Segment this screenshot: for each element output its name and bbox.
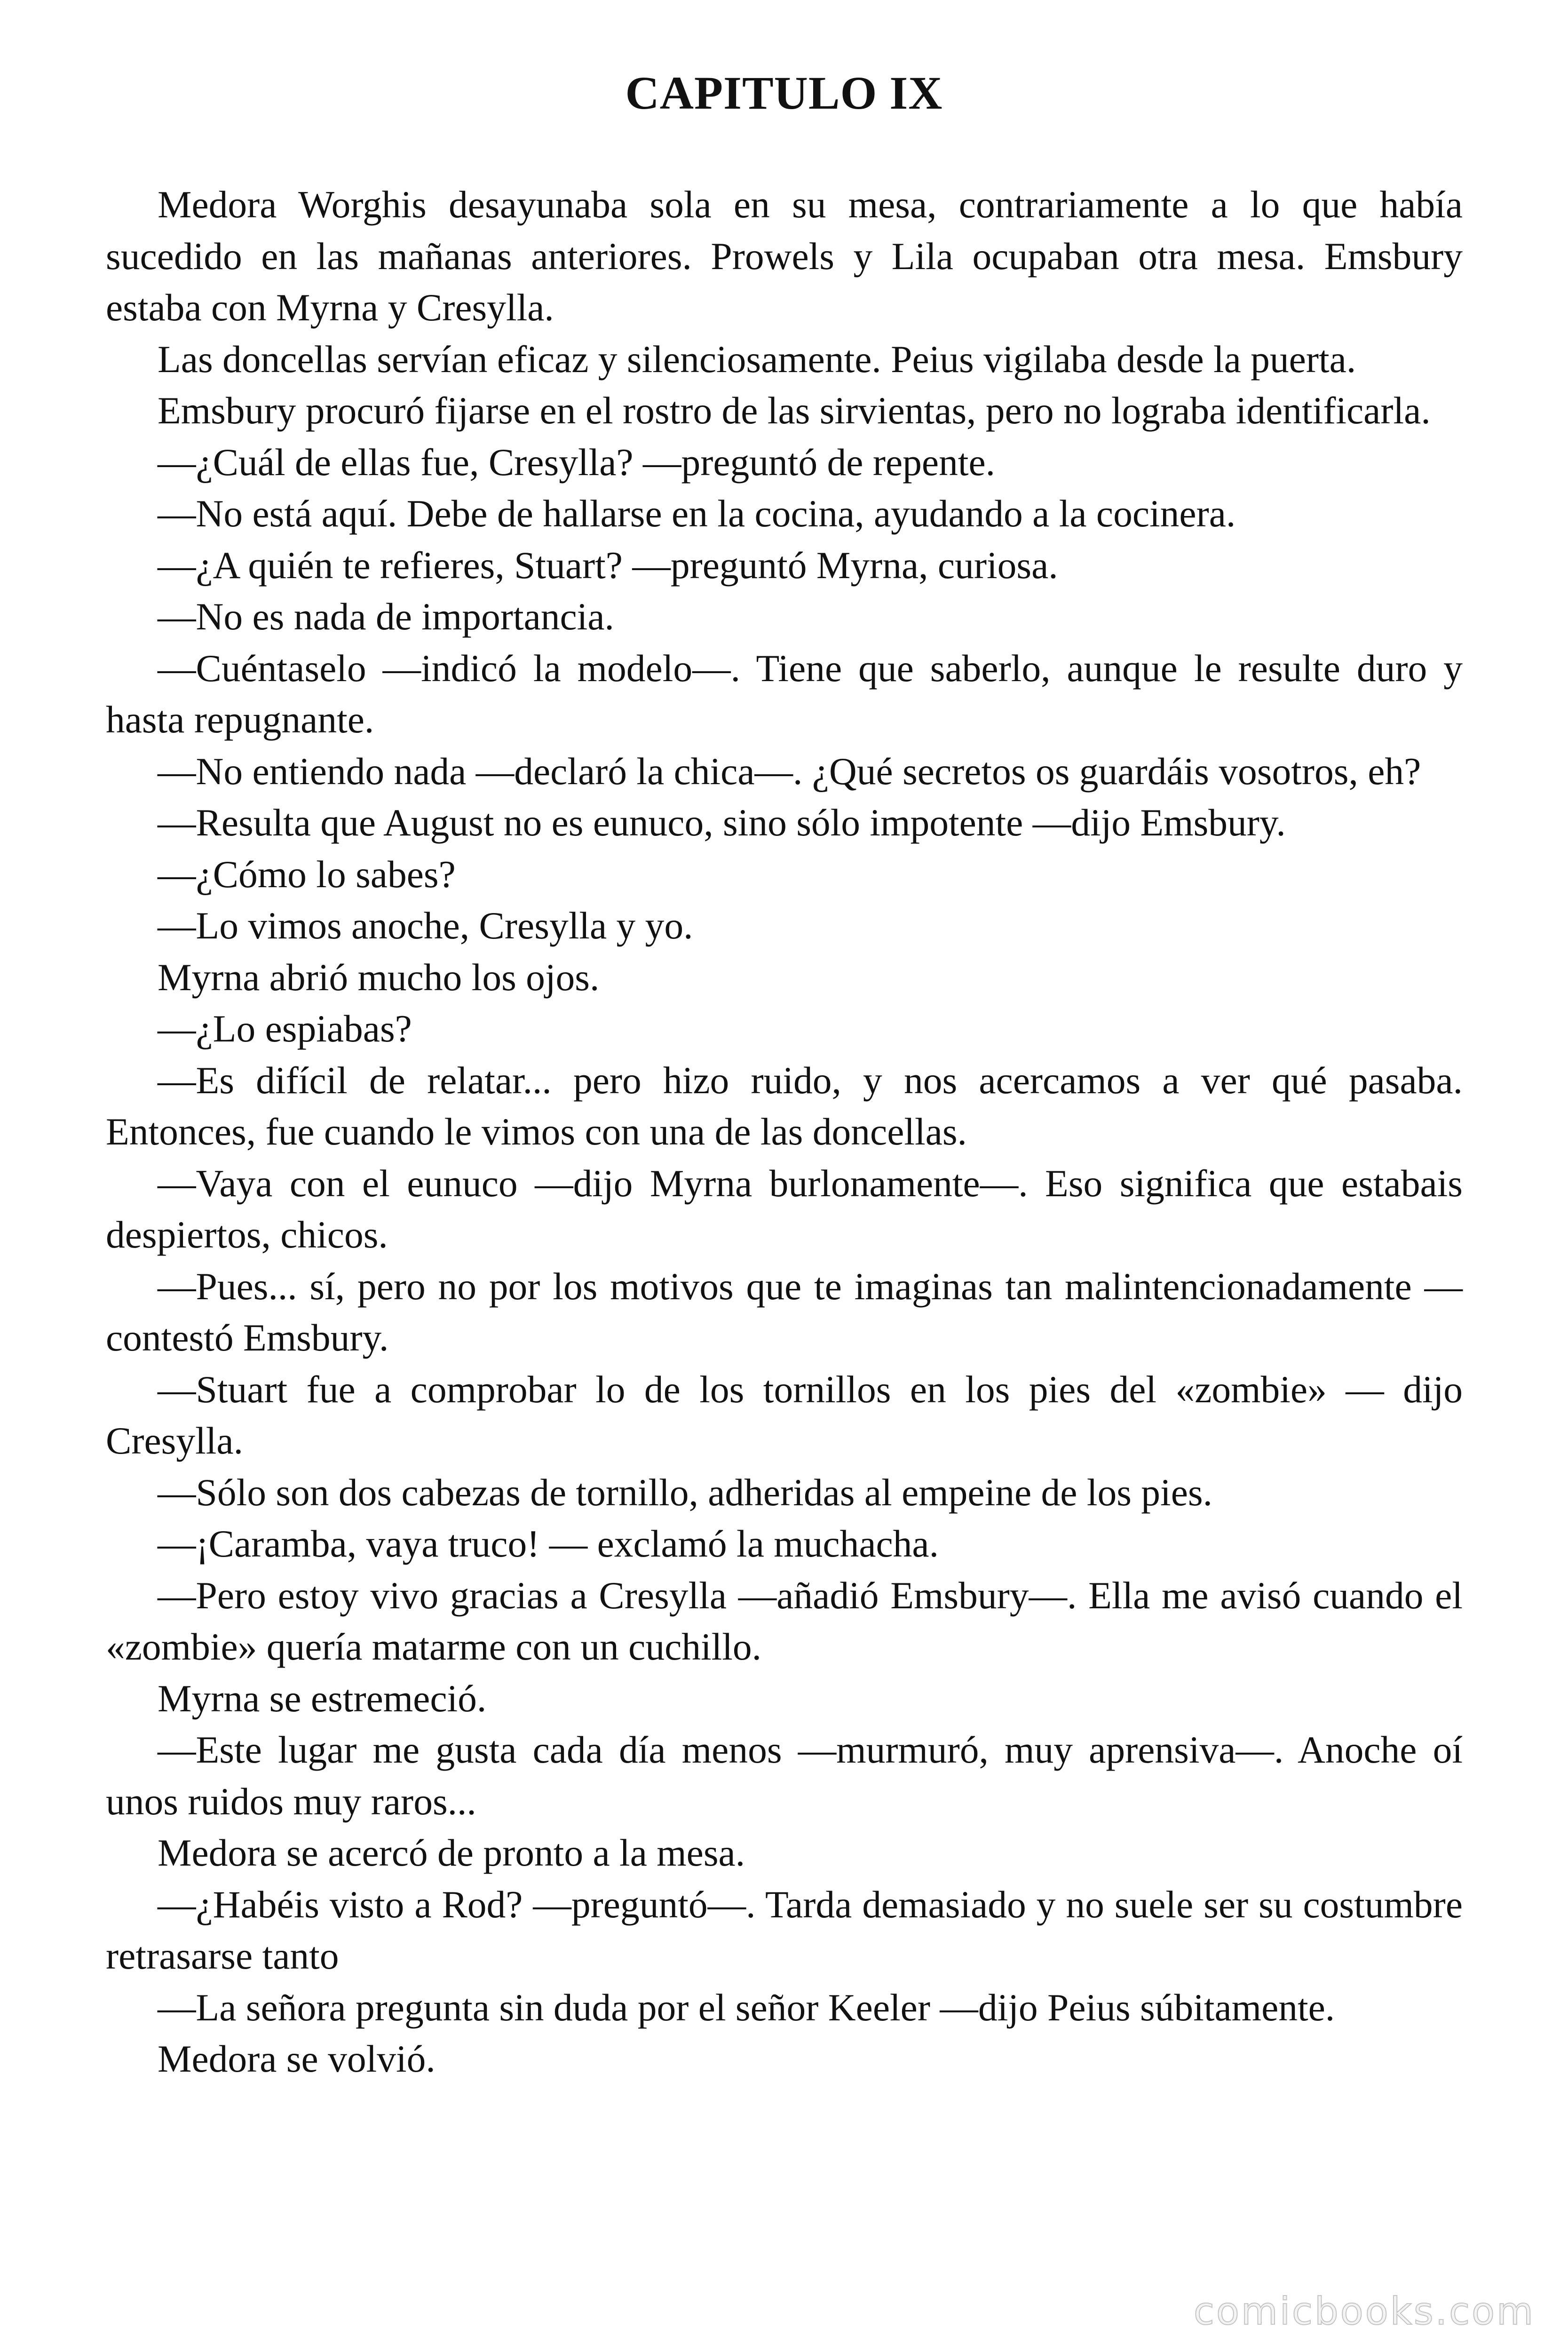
- watermark: comicbooks.com: [1193, 2289, 1535, 2333]
- paragraph: Las doncellas servían eficaz y silenciosamente. Peius vigilaba desde la puerta.: [158, 337, 1356, 381]
- paragraph: —¿Habéis visto a Rod? —preguntó—. Tarda demasiado y no suele ser su costumbre retrasarse tanto: [106, 1883, 1463, 1977]
- paragraph: —Es difícil de relatar... pero hizo ruido, y nos acercamos a ver qué pasaba. Entonces, fue cuando le vimos con una de las doncellas.: [106, 1058, 1463, 1153]
- chapter-title: CAPITULO IX: [625, 67, 943, 119]
- paragraph: —¿Cómo lo sabes?: [158, 852, 456, 896]
- paragraph: —Resulta que August no es eunuco, sino sólo impotente —dijo Emsbury.: [158, 801, 1286, 844]
- paragraph: Medora se acercó de pronto a la mesa.: [158, 1831, 745, 1874]
- chapter-body: [106, 179, 1463, 2085]
- paragraph: Myrna abrió mucho los ojos.: [158, 955, 600, 999]
- paragraph: —Vaya con el eunuco —dijo Myrna burlonamente—. Eso significa que estabais despiertos, chicos.: [106, 1161, 1463, 1256]
- paragraph: —Pero estoy vivo gracias a Cresylla —añadió Emsbury—. Ella me avisó cuando el «zombie» quería matarme con un cuchillo.: [106, 1573, 1463, 1668]
- paragraph: Emsbury procuró fijarse en el rostro de las sirvientas, pero no lograba identificarla.: [158, 389, 1431, 432]
- paragraph: —¿Cuál de ellas fue, Cresylla? —preguntó de repente.: [158, 440, 996, 484]
- paragraph: —¿Lo espiabas?: [158, 1007, 412, 1050]
- paragraph: —No es nada de importancia.: [158, 595, 614, 638]
- paragraph: Myrna se estremeció.: [158, 1677, 487, 1720]
- paragraph: —Lo vimos anoche, Cresylla y yo.: [158, 904, 693, 947]
- paragraph: —Pues... sí, pero no por los motivos que te imaginas tan malintencionadamente —contestó Emsbury.: [106, 1264, 1463, 1359]
- paragraph: Medora Worghis desayunaba sola en su mesa, contrariamente a lo que había sucedido en las mañanas anteriores. Prowels y Lila ocupaban otra mesa. Emsbury estaba con Myrna y Cresylla.: [106, 183, 1463, 329]
- paragraph: —¿A quién te refieres, Stuart? —preguntó Myrna, curiosa.: [158, 543, 1058, 587]
- paragraph: —No entiendo nada —declaró la chica—. ¿Qué secretos os guardáis vosotros, eh?: [158, 749, 1421, 793]
- paragraph: —Cuéntaselo —indicó la modelo—. Tiene que saberlo, aunque le resulte duro y hasta repugnante.: [106, 646, 1463, 741]
- paragraph: Medora se volvió.: [158, 2037, 436, 2080]
- paragraph: —La señora pregunta sin duda por el señor Keeler —dijo Peius súbitamente.: [158, 1986, 1335, 2029]
- paragraph: —Stuart fue a comprobar lo de los tornillos en los pies del «zombie» — dijo Cresylla.: [106, 1367, 1463, 1462]
- paragraph: —Sólo son dos cabezas de tornillo, adheridas al empeine de los pies.: [158, 1470, 1212, 1514]
- paragraph: —Este lugar me gusta cada día menos —murmuró, muy aprensiva—. Anoche oí unos ruidos muy raros...: [106, 1728, 1463, 1823]
- paragraph: —No está aquí. Debe de hallarse en la cocina, ayudando a la cocinera.: [158, 492, 1236, 535]
- paragraph: —¡Caramba, vaya truco! — exclamó la muchacha.: [158, 1522, 939, 1565]
